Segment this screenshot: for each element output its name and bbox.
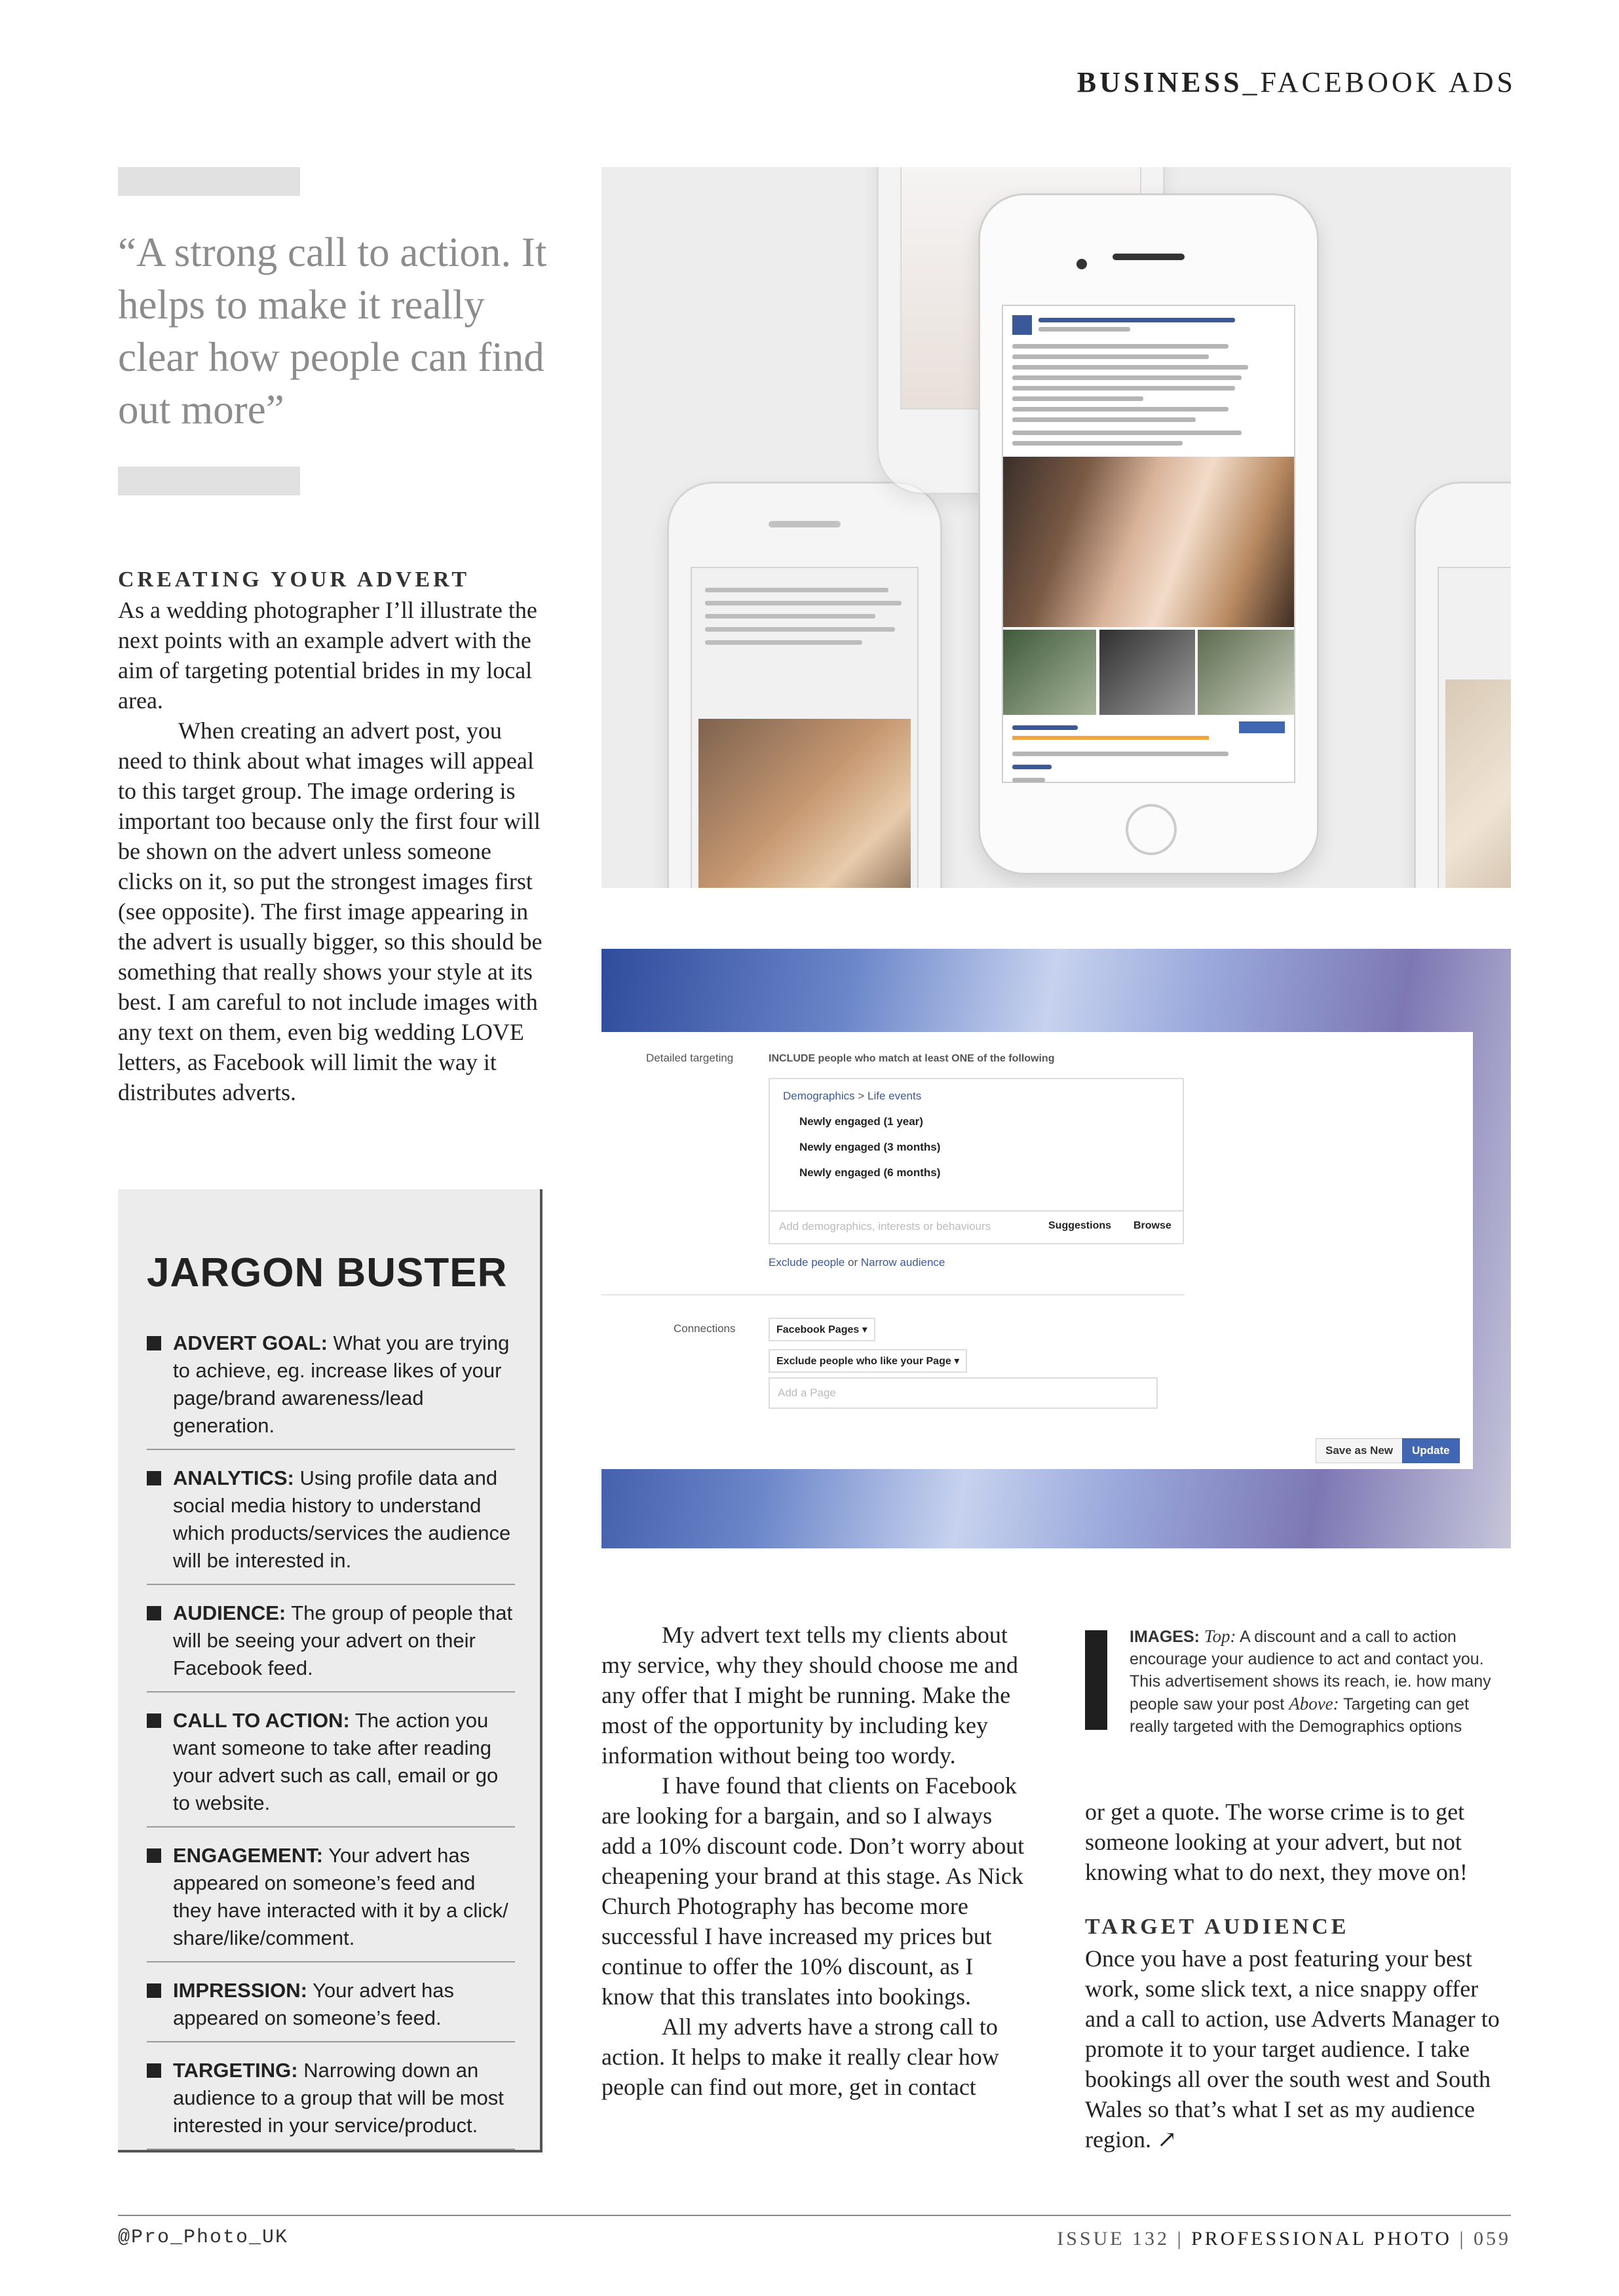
jargon-definition: Narrowing down an audience to a group that will be most interested in your service/product. [173, 2059, 504, 2137]
jargon-definition: What you are trying to achieve, eg. increase likes of your page/brand awareness/lead generation. [173, 1331, 510, 1437]
bullet-square-icon [147, 1713, 161, 1728]
caption-label: IMAGES: [1130, 1628, 1200, 1646]
phone-main [978, 193, 1319, 875]
jargon-item-targeting [147, 2057, 515, 2150]
detailed-targeting-label: Detailed targeting [646, 1052, 734, 1064]
section-name: BUSINESS [1076, 66, 1243, 98]
twitter-handle: @Pro_Photo_UK [118, 2227, 289, 2249]
jargon-term: ANALYTICS: [173, 1466, 294, 1489]
exclude-people-link[interactable]: Exclude people [769, 1256, 845, 1269]
save-as-new-button[interactable]: Save as New [1316, 1438, 1403, 1463]
jargon-definition: Your advert has appeared on someone’s feed. [173, 1979, 455, 2029]
phone-bride-photo [1003, 457, 1294, 627]
creating-advert-heading: CREATING YOUR ADVERT [118, 567, 470, 592]
phone-left-photo [698, 719, 911, 888]
option-newly-engaged-1-year[interactable]: Newly engaged (1 year) [799, 1115, 923, 1128]
bullet-square-icon [147, 2063, 161, 2078]
separator: | [1170, 2228, 1192, 2249]
narrow-audience-link[interactable]: Narrow audience [860, 1256, 945, 1269]
section-separator: _ [1242, 66, 1261, 98]
jargon-term: TARGETING: [173, 2059, 298, 2082]
option-newly-engaged-3-months[interactable]: Newly engaged (3 months) [799, 1141, 941, 1153]
add-page-input[interactable] [769, 1377, 1158, 1409]
caption-above-label: Above: [1289, 1694, 1339, 1713]
jargon-term: ADVERT GOAL: [173, 1331, 328, 1354]
jargon-term: CALL TO ACTION: [173, 1709, 350, 1732]
jargon-definition: Your advert has appeared on someone’s feed and they have interacted with it by a click/ share/like/comment. [173, 1844, 508, 1949]
option-newly-engaged-6-months[interactable]: Newly engaged (6 months) [799, 1166, 941, 1179]
paragraph: Once you have a post featuring your best work, some slick text, a nice snappy offer and a call to action, use Adverts Manager to promote it to your target audience. I take bookings all over the south west and South Wales so that’s what I set as my audience region. [1085, 1945, 1500, 2152]
jargon-item-call-to-action [147, 1707, 515, 1827]
targeting-criteria-box [769, 1078, 1184, 1212]
issue-number: ISSUE 132 [1057, 2228, 1170, 2249]
jargon-term: ENGAGEMENT: [173, 1844, 324, 1867]
magazine-name: PROFESSIONAL PHOTO [1191, 2228, 1452, 2249]
bullet-square-icon [147, 1336, 161, 1350]
jargon-definition: The group of people that will be seeing your advert on their Facebook feed. [173, 1601, 513, 1679]
update-button[interactable]: Update [1402, 1438, 1460, 1463]
caption-top-label: Top: [1204, 1626, 1236, 1646]
jargon-term: IMPRESSION: [173, 1979, 307, 2002]
caption-text [1130, 1625, 1510, 1738]
paragraph: As a wedding photographer I’ll illustrate the next points with an example advert with the aim of targeting potential brides in my local area. [118, 597, 537, 714]
target-audience-heading: TARGET AUDIENCE [1085, 1915, 1350, 1939]
footer-divider [118, 2215, 1511, 2216]
detailed-targeting-panel [601, 1032, 1473, 1469]
paragraph: My advert text tells my clients about my service, why they should choose me and any offer that I might be running. Make the most of the opportunity by including key information without being too wordy. [601, 1622, 1018, 1769]
life-events-link[interactable]: Life events [867, 1090, 922, 1102]
caption-bar [1085, 1630, 1107, 1730]
separator: | [1451, 2228, 1474, 2249]
jargon-item-analytics [147, 1464, 515, 1585]
bullet-square-icon [147, 1983, 161, 1998]
or-text: or [848, 1256, 858, 1269]
jargon-definition: Using profile data and social media history to understand which products/services the audience will be interested in. [173, 1466, 511, 1572]
jargon-item-impression [147, 1977, 515, 2042]
column-three-body [1085, 1797, 1511, 2154]
jargon-term: AUDIENCE: [173, 1601, 286, 1624]
end-mark-icon: ↗ [1156, 2126, 1177, 2152]
jargon-item-engagement [147, 1842, 515, 1962]
paragraph: All my adverts have a strong call to action. It helps to make it really clear how people can find out more, get in contact [601, 2014, 999, 2100]
bullet-square-icon [147, 1848, 161, 1863]
add-demographics-placeholder: Add demographics, interests or behaviours [779, 1220, 991, 1233]
caption-above-text: Targeting can get really targeted with the Demographics options [1130, 1695, 1469, 1736]
facebook-pages-dropdown[interactable]: Facebook Pages ▾ [769, 1318, 875, 1341]
quote-top-bar [118, 167, 300, 196]
paragraph: I have found that clients on Facebook are looking for a bargain, and so I always add a 10% discount code. Don’t worry about cheapening your brand at this stage. As Nick Church Photography has become more successful I have increased my prices but continue to offer the 10% discount, as I know that this translates into bookings. [601, 1772, 1025, 2010]
phone-back-left [667, 482, 942, 888]
quote-bottom-bar [118, 467, 300, 495]
paragraph: When creating an advert post, you need to think about what images will appeal to this target group. The image ordering is important too because only the first four will be shown on the advert unless someone clicks on it, so put the strongest images first (see opposite). The first image appearing in the advert is usually bigger, so this should be something that really shows your style at its best. I am careful to not include images with any text on them, even big wedding LOVE letters, as Facebook will limit the way it distributes adverts. [118, 718, 543, 1105]
bullet-square-icon [147, 1606, 161, 1620]
page-number: 059 [1474, 2228, 1511, 2249]
bullet-square-icon [147, 1471, 161, 1485]
jargon-item-advert-goal [147, 1330, 515, 1450]
jargon-definition: The action you want someone to take after reading your advert such as call, email or go to website. [173, 1709, 499, 1814]
jargon-buster-title: JARGON BUSTER [147, 1250, 508, 1295]
add-demographics-field[interactable] [769, 1210, 1184, 1244]
browse-button[interactable]: Browse [1133, 1220, 1171, 1231]
targeting-screenshot-image [601, 949, 1511, 1548]
add-page-placeholder: Add a Page [778, 1387, 836, 1399]
column-two-body [601, 1620, 1027, 2102]
caption-top-text: A discount and a call to action encourage your audience to act and contact you. This advertisement shows its reach, ie. how many people saw your post [1130, 1628, 1491, 1713]
jargon-buster-box [118, 1189, 543, 2152]
paragraph: or get a quote. The worse crime is to get someone looking at your advert, but not knowing what to do next, they move on! [1085, 1799, 1468, 1885]
phones-advert-image [601, 167, 1511, 888]
connections-label: Connections [674, 1322, 736, 1335]
jargon-list [147, 1330, 515, 2164]
footer-issue-info [1057, 2228, 1511, 2250]
demographics-link[interactable]: Demographics [783, 1090, 855, 1102]
include-text: INCLUDE people who match at least ONE of the following [769, 1053, 1055, 1064]
pull-quote: “A strong call to action. It helps to make it really clear how people can find out more” [118, 229, 547, 432]
section-header [1077, 66, 1516, 99]
section-topic: FACEBOOK ADS [1260, 66, 1516, 98]
exclude-like-page-dropdown[interactable]: Exclude people who like your Page ▾ [769, 1349, 967, 1373]
breadcrumb-arrow: > [858, 1090, 865, 1102]
phone-back-right [1414, 482, 1511, 888]
jargon-item-audience [147, 1599, 515, 1693]
creating-advert-body [118, 595, 544, 1107]
image-caption [1085, 1625, 1511, 1736]
suggestions-button[interactable]: Suggestions [1048, 1220, 1112, 1231]
